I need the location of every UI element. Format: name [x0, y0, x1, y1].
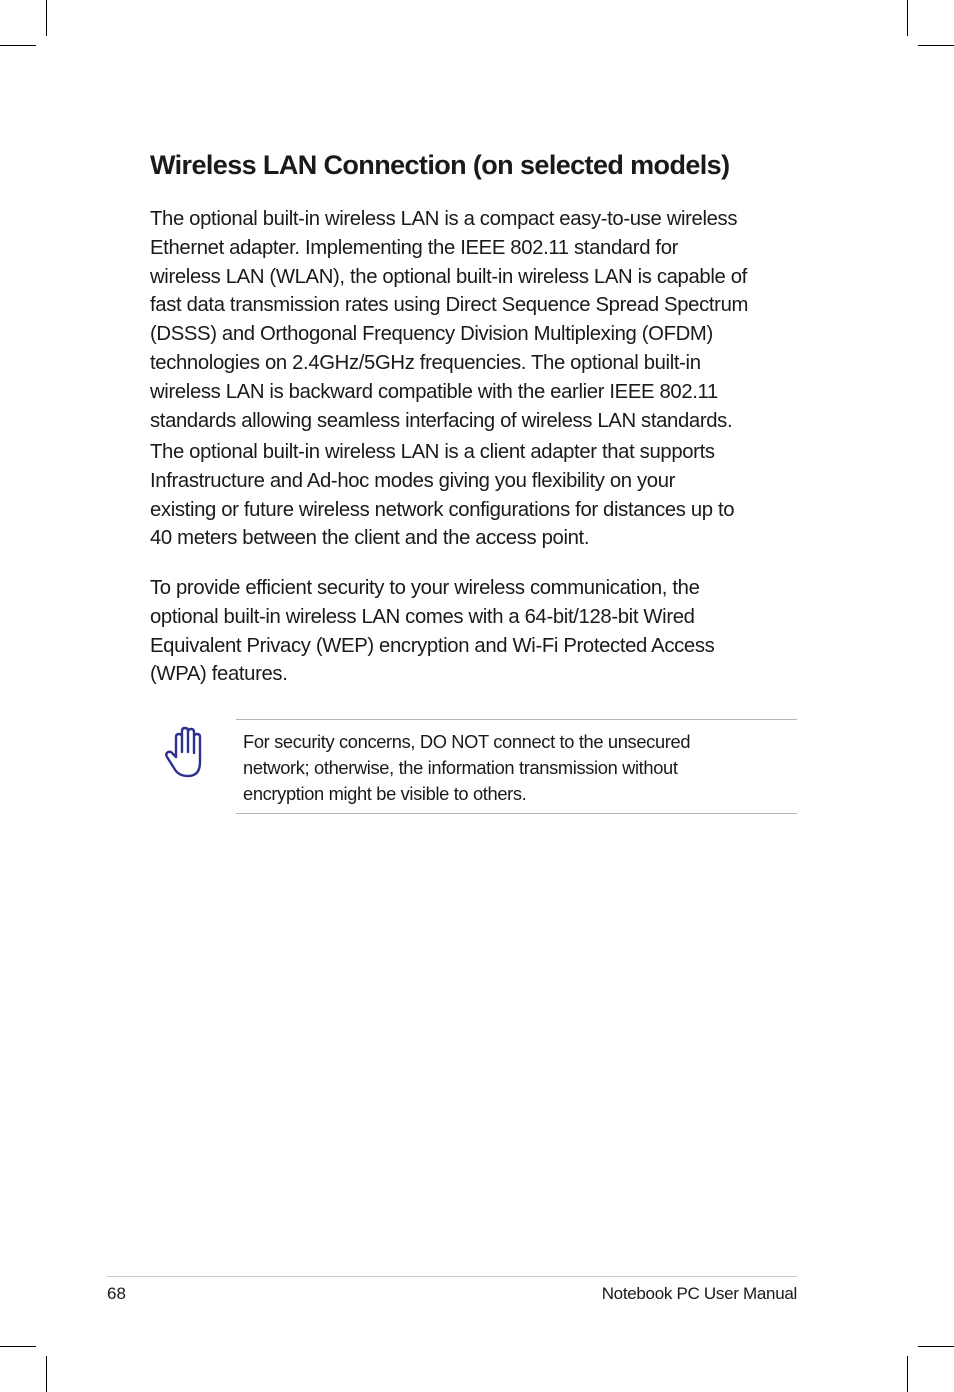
manual-title: Notebook PC User Manual — [601, 1284, 797, 1303]
paragraph-line: 40 meters between the client and the access point. — [150, 527, 590, 550]
crop-mark-bottom-left-horizontal — [0, 1346, 36, 1347]
paragraph-line: The optional built-in wireless LAN is a compact easy-to-use wireless — [150, 208, 738, 230]
crop-mark-top-right-vertical — [907, 0, 908, 36]
note-line: network; otherwise, the information transmission without — [243, 757, 678, 778]
page-title: Wireless LAN Connection (on selected models) — [150, 150, 730, 180]
note-bottom-rule — [236, 813, 797, 814]
page-number: 68 — [107, 1284, 126, 1303]
paragraph-line: (DSSS) and Orthogonal Frequency Division Multiplexing (OFDM) — [150, 323, 713, 346]
paragraph-line: Infrastructure and Ad-hoc modes giving you flexibility on your — [150, 469, 676, 492]
footer-rule — [107, 1276, 797, 1277]
crop-mark-top-right-horizontal — [918, 45, 954, 46]
paragraph-line: To provide efficient security to your wireless communication, the — [150, 577, 700, 599]
paragraph-line: (WPA) features. — [150, 663, 288, 686]
crop-mark-bottom-right-vertical — [907, 1356, 908, 1392]
note-line: encryption might be visible to others. — [243, 783, 527, 804]
crop-mark-bottom-right-horizontal — [918, 1346, 954, 1347]
paragraph-line: wireless LAN (WLAN), the optional built-in wireless LAN is capable of — [150, 265, 747, 288]
paragraph-line: The optional built-in wireless LAN is a client adapter that supports — [150, 441, 715, 463]
paragraph-line: existing or future wireless network configurations for distances up to — [150, 498, 735, 521]
paragraph-line: standards allowing seamless interfacing of wireless LAN standards. — [150, 409, 733, 432]
note-text — [243, 729, 793, 807]
paragraph-client-adapter — [150, 438, 810, 553]
note-line: For security concerns, DO NOT connect to the unsecured — [243, 731, 691, 752]
crop-mark-top-left-horizontal — [0, 45, 36, 46]
paragraph-line: wireless LAN is backward compatible with the earlier IEEE 802.11 — [150, 380, 718, 403]
note-top-rule — [236, 719, 797, 720]
hand-stop-icon — [163, 724, 213, 780]
paragraph-security — [150, 574, 810, 689]
paragraph-line: Equivalent Privacy (WEP) encryption and Wi-Fi Protected Access — [150, 634, 715, 657]
paragraph-line: Ethernet adapter. Implementing the IEEE 802.11 standard for — [150, 236, 679, 259]
paragraph-line: technologies on 2.4GHz/5GHz frequencies. The optional built-in — [150, 351, 701, 374]
crop-mark-top-left-vertical — [46, 0, 47, 36]
crop-mark-bottom-left-vertical — [46, 1356, 47, 1392]
paragraph-wlan-overview — [150, 205, 810, 435]
paragraph-line: fast data transmission rates using Direct Sequence Spread Spectrum — [150, 294, 749, 317]
paragraph-line: optional built-in wireless LAN comes with a 64-bit/128-bit Wired — [150, 605, 695, 628]
